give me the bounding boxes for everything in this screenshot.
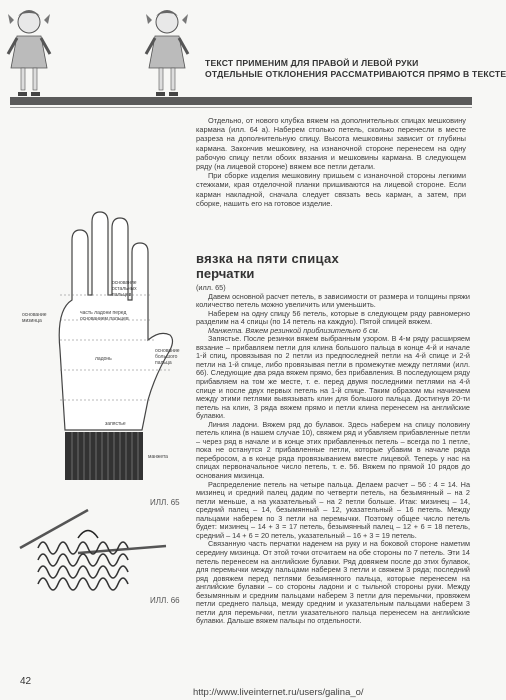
header-line-2: ОТДЕЛЬНЫЕ ОТКЛОНЕНИЯ РАССМАТРИВАЮТСЯ ПРЯМО В ТЕКСТЕ	[205, 69, 506, 79]
page-number: 42	[20, 676, 32, 687]
knitting-stitch-diagram	[18, 508, 168, 598]
main-text	[196, 284, 470, 626]
paragraph: Линия ладони. Вяжем ряд до булавок. Здесь наберем на спицу половину петель клина (в нашем случае 10), свяжем ряд и убавляем прибавленные петли – через ряд в начале и в конце этих прибавленных петель – всегда по 1 петле, пока не останутся 2 прибавленные петли, которые убавим в начале ряда перебросом, а в конце ряда провязыванием вместе лицевой. Теперь у нас на спицах первоначальное число петель, т. е. 56. Вяжем по прямой 10 рядов до основания мизинца.	[196, 419, 470, 481]
paragraph: Связанную часть перчатки наденем на руку и на боковой стороне наметим середину мизинца. От этой точки отсчитаем на обе стороны по 7 петель. Эти 14 петель перенесем на английские булавки. Ряд довяжем после до этих булавок, для перемычки между пальцами наберем 3 петли и свяжем 3 ряда; последний ряд довяжем перед петлями безымянного пальца, которые перенесем на английские булавки – со стороны ладони и с тыльной стороны руки. Между безымянным и средним пальцами наберем 3 петли для перемычки, провяжем петли среднего пальца, между средним и указательным пальцами наберем 3 петли для перемычки, петли указательного пальца перенесем на английские булавки. Дальше вяжем пальцы по отдельности.	[196, 539, 470, 626]
label-other-fingers-base: остальных	[112, 286, 137, 292]
section-title: вязка на пяти спицах	[196, 251, 340, 266]
label-thumb-base: большого	[155, 354, 178, 360]
paragraph: Распределение петель на четыре пальца. Делаем расчет – 56 : 4 = 14. На мизинец и средний палец дадим по четверти петель, на безымянный – на 2 петли меньше, а на указательный – на 2 петли больше. Итак: мизинец – 14, средний палец – 14, безымянный – 12, указательный – 16 петель. Между пальцами наберем по 3 петли на перемычки. Поэтому общее число петель будет: мизинец – 14 + 3 = 17 петель, безымянный палец – 12 + 6 = 18 петель, средний – 14 + 6 = 20 петель, указательный – 16 + 3 = 19 петель.	[196, 479, 470, 540]
paragraph: Запястье. После резинки вяжем выбранным узором. В 4-м ряду расширяем вязание – прибавляем петли для клина большого пальца в конце 4-й и начале 1-й спиц, провязывая по 2 петли из предпоследней петли на 4-й спице и 2-й петли на 1-й спице, либо провязывая петли в промежутке между петлями (илл. 66). Следующие два ряда вяжем прямо, без прибавления. В последующем ряду прибавляем на том же месте, т. е. перед двумя последними петлями на 4-й спице и после двух первых петель на 1-й спице. Таким образом мы начинаем между этими петлями вывязывать клин для большого пальца. Достигнув 20-ти петель на клин, 3 ряда вяжем прямо и петли клина перенесем на английские булавки.	[196, 334, 470, 421]
header-line-1: ТЕКСТ ПРИМЕНИМ ДЛЯ ПРАВОЙ И ЛЕВОЙ РУКИ	[205, 58, 419, 68]
section-subtitle: перчатки	[196, 266, 255, 281]
label-cuff: манжета	[148, 454, 168, 460]
footer-url[interactable]: http://www.liveinternet.ru/users/galina_o/	[193, 687, 364, 698]
label-thumb-base: пальца	[155, 360, 172, 366]
label-palm: ладонь	[95, 356, 112, 362]
label-little-finger-base: мизинца	[22, 318, 42, 324]
paragraph: Манжета. Вяжем резинкой приблизительно 6 см.	[208, 325, 380, 335]
header-divider	[10, 97, 472, 105]
paragraph: Наберем на одну спицу 56 петель, которые в следующем ряду равномерно разделим на 4 спицы (по 14 петель на каждую). Пятой спицей вяжем.	[196, 308, 470, 327]
glove-diagram	[20, 200, 190, 520]
label-little-finger-base: основание	[22, 312, 47, 318]
header-divider-thin	[10, 107, 472, 108]
figure-ref: (илл. 65)	[196, 283, 226, 292]
header-girl-right-illustration	[142, 6, 192, 98]
label-other-fingers-base: пальцев	[112, 292, 132, 298]
label-other-fingers-base: основание	[112, 280, 137, 286]
intro-paragraph: Отдельно, от нового клубка вяжем на дополнительных спицах мешковину кармана (илл. 64 а). Наберем столько петель, сколько перенесли в месте разреза на дополнительную спицу. Высота мешковины зависит от глубины кармана. Закончив мешковину, на изнаночной стороне перенесем на одну рабочую спицу петли обоих вязания и мешковины кармана. В следующем ряду (на лицевой стороне) вяжем все петли детали.	[196, 116, 466, 172]
caption-ill-65: ИЛЛ. 65	[150, 498, 180, 507]
label-wrist: запястье	[105, 421, 126, 427]
intro-text	[196, 116, 466, 208]
paragraph: Давем основной расчет петель, в зависимости от размера и толщины пряжи количество петель можно увеличить или уменьшить.	[196, 291, 470, 310]
intro-paragraph: При сборке изделия мешковину пришьем с изнаночной стороны легкими стежками, края отделочной планки пришиваются на лицевой стороне. Если карман накладной, сначала следует связать весь карман, а затем, при сборке, нашить его на готовое изделие.	[196, 171, 466, 208]
label-palm-part: часть ладони перед	[80, 310, 127, 316]
label-palm-part: основанием пальцев	[80, 316, 129, 322]
header-girl-left-illustration	[4, 6, 54, 98]
label-thumb-base: основание	[155, 348, 180, 354]
header-banner	[205, 58, 506, 80]
caption-ill-66: ИЛЛ. 66	[150, 596, 180, 605]
cuff	[65, 432, 143, 480]
